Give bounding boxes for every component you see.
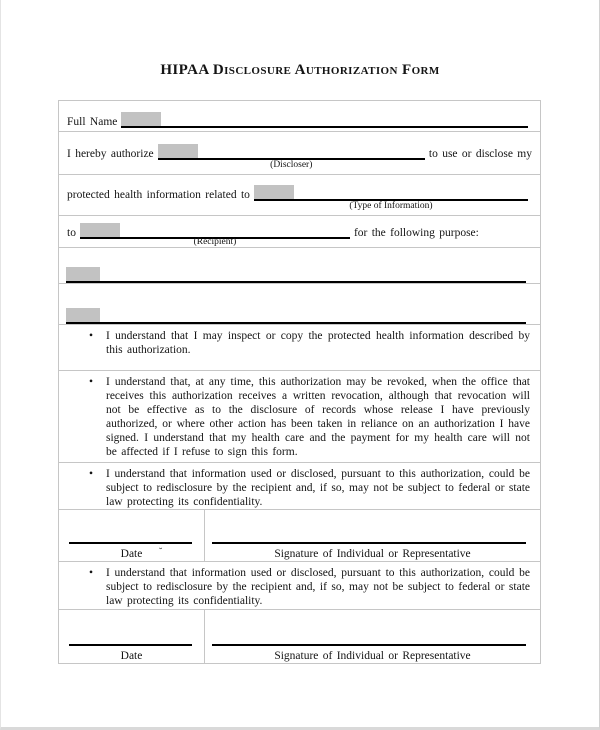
statement-row — [59, 371, 540, 463]
purpose-line-row — [59, 284, 540, 325]
recipient-prefix-label: to — [67, 227, 76, 239]
date-field[interactable] — [69, 644, 192, 646]
bullet-icon: • — [89, 376, 94, 388]
signature-block — [59, 510, 540, 562]
statement-row — [59, 562, 540, 610]
statement-row — [59, 325, 540, 371]
purpose-line-row — [59, 248, 540, 284]
redaction-highlight — [66, 267, 100, 281]
type-of-information-field[interactable] — [254, 183, 528, 201]
authorize-suffix-label: to use or disclose my — [428, 148, 532, 160]
purpose-field-1[interactable] — [66, 264, 526, 283]
date-field[interactable] — [69, 542, 192, 544]
full-name-label: Full Name — [67, 116, 118, 128]
signature-field[interactable] — [212, 542, 526, 544]
redaction-highlight — [121, 112, 161, 126]
signature-label: Signature of Individual or Representative — [274, 650, 471, 662]
recipient-caption: (Recipient) — [193, 237, 237, 247]
date-label: Date — [120, 548, 143, 560]
date-label: Date — [120, 650, 143, 662]
purpose-field-2[interactable] — [66, 305, 526, 324]
statement-text: I understand that information used or disclosed, pursuant to this authorization, could be subject to redisclosure by the recipient and, if so, may not be subject to federal or state law protecting its confidentiality. — [106, 468, 530, 508]
signature-block — [59, 610, 540, 663]
signature-cell — [205, 510, 540, 561]
redaction-highlight — [158, 144, 198, 158]
bullet-icon: • — [89, 567, 94, 579]
type-of-information-caption: (Type of Information) — [349, 201, 433, 211]
info-prefix-label: protected health information related to — [67, 189, 250, 201]
statement-text: I understand that, at any time, this authorization may be revoked, when the office that receives this authorization receives a written revocation, although that revocation will not be effective as to the disclosure of records whose release I have previously authorized, or where other action has been taken in reliance on an authorization I have signed. I understand that my health care and the payment for my health care will not be affected if I refuse to sign this form. — [106, 376, 530, 458]
bullet-icon: • — [89, 468, 94, 480]
info-row — [59, 175, 540, 216]
date-cell — [59, 510, 205, 561]
signature-cell — [205, 610, 540, 663]
hipaa-form-table — [58, 100, 541, 664]
signature-field[interactable] — [212, 644, 526, 646]
full-name-row — [59, 101, 540, 132]
redaction-highlight — [66, 308, 100, 322]
discloser-caption: (Discloser) — [270, 160, 313, 170]
bullet-icon: • — [89, 330, 94, 342]
recipient-suffix-label: for the following purpose: — [353, 227, 479, 239]
redaction-highlight — [254, 185, 294, 199]
redaction-highlight — [80, 223, 120, 237]
statement-text: I understand that I may inspect or copy the protected health information described by this authorization. — [106, 330, 530, 356]
authorize-row — [59, 132, 540, 175]
stray-mark: ˘ — [159, 547, 163, 558]
recipient-row — [59, 216, 540, 248]
signature-label: Signature of Individual or Representative — [274, 548, 471, 560]
date-cell — [59, 610, 205, 663]
full-name-field[interactable] — [121, 110, 528, 128]
discloser-field[interactable] — [158, 142, 425, 160]
statement-row — [59, 463, 540, 510]
page-title: HIPAA Disclosure Authorization Form — [160, 62, 440, 78]
statement-text: I understand that information used or disclosed, pursuant to this authorization, could be subject to redisclosure by the recipient and, if so, may not be subject to federal or state law protecting its confidentiality. — [106, 567, 530, 607]
authorize-prefix-label: I hereby authorize — [67, 148, 154, 160]
